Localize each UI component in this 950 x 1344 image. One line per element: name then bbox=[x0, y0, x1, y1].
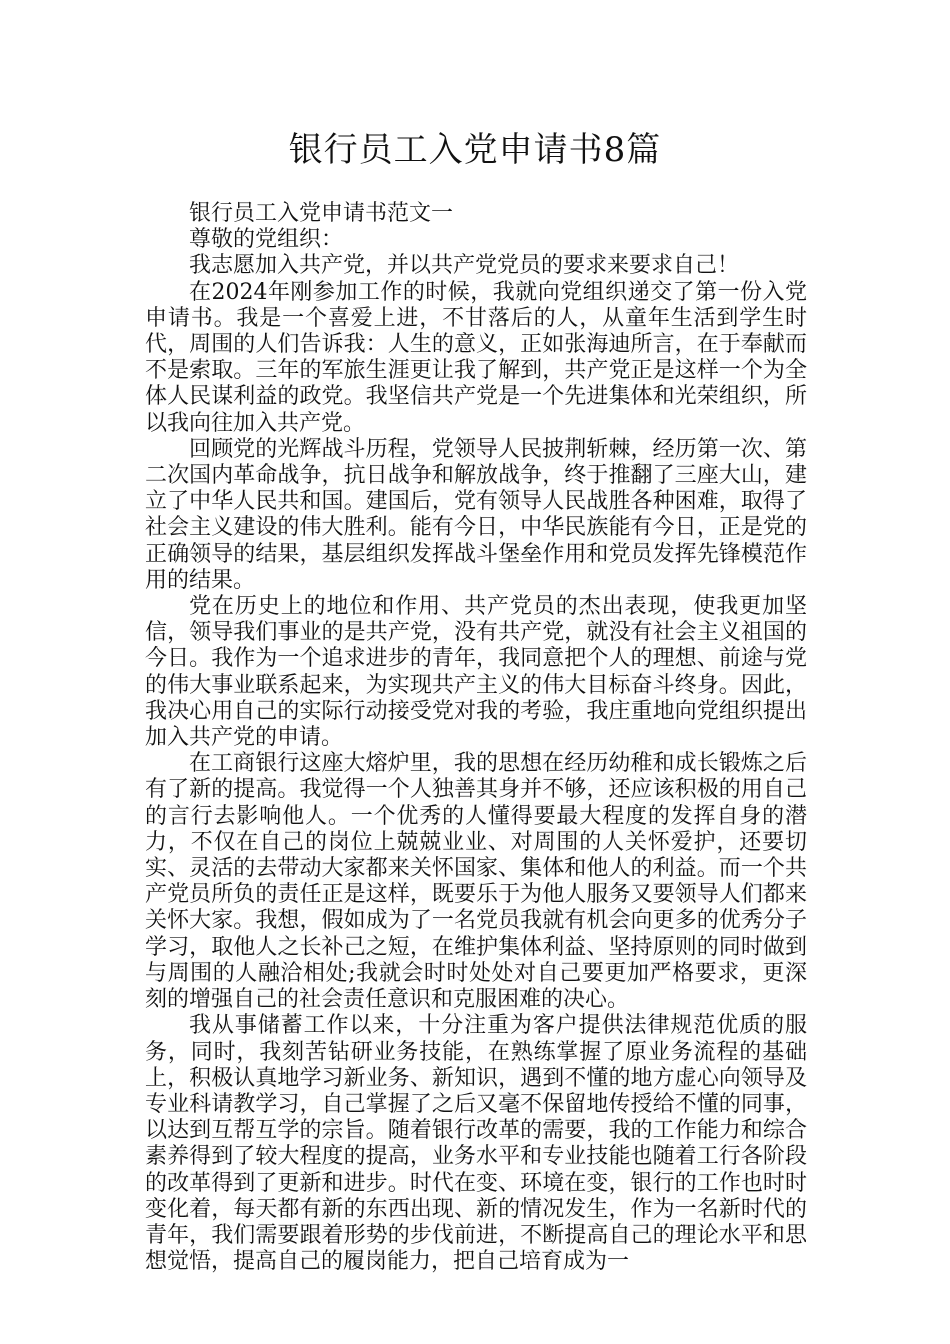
paragraph-6: 我从事储蓄工作以来，十分注重为客户提供法律规范优质的服务，同时，我刻苦钻研业务技能，在熟练掌握了原业务流程的基础上，积极认真地学习新业务、新知识，遇到不懂的地方虚心向领导及专业科请教学习，自己掌握了之后又毫不保留地传授给不懂的同事，以达到互帮互学的宗旨。随着银行改革的需要，我的工作能力和综合素养得到了较大程度的提高，业务水平和专业技能也随着工行各阶段的改革得到了更新和进步。时代在变、环境在变，银行的工作也时时变化着，每天都有新的东西出现、新的情况发生，作为一名新时代的青年，我们需要跟着形势的步伐前进，不断提高自己的理论水平和思想觉悟，提高自己的履岗能力，把自己培育成为一 bbox=[145, 1013, 807, 1275]
paragraph-3: 回顾党的光辉战斗历程，党领导人民披荆斩棘，经历第一次、第二次国内革命战争，抗日战争和解放战争，终于推翻了三座大山，建立了中华人民共和国。建国后，党有领导人民战胜各种困难，取得了社会主义建设的伟大胜利。能有今日，中华民族能有今日，正是党的正确领导的结果，基层组织发挥战斗堡垒作用和党员发挥先锋模范作用的结果。 bbox=[145, 436, 807, 593]
document-body bbox=[145, 201, 807, 1275]
document-title: 银行员工入党申请书8篇 bbox=[288, 130, 662, 170]
salutation: 尊敬的党组织： bbox=[189, 227, 344, 253]
paragraph-1: 我志愿加入共产党，并以共产党党员的要求来要求自己！ bbox=[189, 253, 740, 279]
paragraph-4: 党在历史上的地位和作用、共产党员的杰出表现，使我更加坚信，领导我们事业的是共产党，没有共产党，就没有社会主义祖国的今日。我作为一个追求进步的青年，我同意把个人的理想、前途与党的伟大事业联系起来，为实现共产主义的伟大目标奋斗终身。因此，我决心用自己的实际行动接受党对我的考验，我庄重地向党组织提出加入共产党的申请。 bbox=[145, 594, 807, 751]
paragraph-5: 在工商银行这座大熔炉里，我的思想在经历幼稚和成长锻炼之后有了新的提高。我觉得一个人独善其身并不够，还应该积极的用自己的言行去影响他人。一个优秀的人懂得要最大程度的发挥自身的潜力，不仅在自己的岗位上兢兢业业、对周围的人关怀爱护，还要切实、灵活的去带动大家都来关怀国家、集体和他人的利益。而一个共产党员所负的责任正是这样，既要乐于为他人服务又要领导人们都来关怀大家。我想，假如成为了一名党员我就有机会向更多的优秀分子学习，取他人之长补己之短，在维护集体利益、坚持原则的同时做到与周围的人融洽相处;我就会时时处处对自己要更加严格要求，更深刻的增强自己的社会责任意识和克服困难的决心。 bbox=[145, 751, 807, 1013]
section-heading: 银行员工入党申请书范文一 bbox=[189, 201, 454, 226]
paragraph-2: 在2024年刚参加工作的时候，我就向党组织递交了第一份入党申请书。我是一个喜爱上进，不甘落后的人，从童年生活到学生时代，周围的人们告诉我：人生的意义，正如张海迪所言，在于奉献而不是索取。三年的军旅生涯更让我了解到，共产党正是这样一个为全体人民谋利益的政党。我坚信共产党是一个先进集体和光荣组织，所以我向往加入共产党。 bbox=[145, 279, 807, 436]
